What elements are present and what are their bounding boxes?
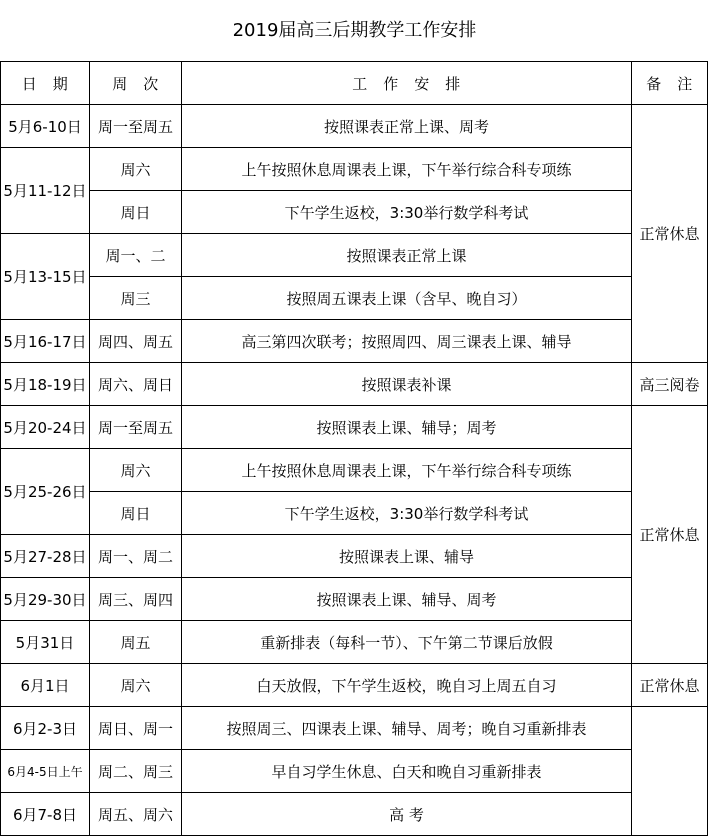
header-work: 工 作 安 排 xyxy=(182,62,632,105)
table-row xyxy=(1,320,708,363)
table-row xyxy=(1,277,708,320)
header-note: 备 注 xyxy=(632,62,708,105)
note-cell: 正常休息 xyxy=(632,664,708,707)
header-week: 周 次 xyxy=(90,62,182,105)
work-cell: 下午学生返校，3:30举行数学科考试 xyxy=(182,492,632,535)
work-cell: 上午按照休息周课表上课，下午举行综合科专项练 xyxy=(182,148,632,191)
week-cell: 周日、周一 xyxy=(90,707,182,750)
table-row xyxy=(1,363,708,406)
note-cell-empty xyxy=(632,707,708,836)
work-cell: 按照课表上课、辅导；周考 xyxy=(182,406,632,449)
table-row xyxy=(1,535,708,578)
table-row xyxy=(1,621,708,664)
page-title: 2019届高三后期教学工作安排 xyxy=(232,20,477,41)
work-cell: 按照课表正常上课、周考 xyxy=(182,105,632,148)
work-cell: 下午学生返校，3:30举行数学科考试 xyxy=(182,191,632,234)
table-row xyxy=(1,664,708,707)
date-cell: 6月1日 xyxy=(1,664,90,707)
work-cell: 高三第四次联考；按照周四、周三课表上课、辅导 xyxy=(182,320,632,363)
work-cell: 按照课表补课 xyxy=(182,363,632,406)
week-cell: 周六 xyxy=(90,449,182,492)
header-row xyxy=(1,62,708,105)
table-row xyxy=(1,750,708,793)
week-cell: 周日 xyxy=(90,492,182,535)
date-cell: 5月25-26日 xyxy=(1,449,90,535)
work-cell: 白天放假，下午学生返校，晚自习上周五自习 xyxy=(182,664,632,707)
work-cell: 按照周三、四课表上课、辅导、周考；晚自习重新排表 xyxy=(182,707,632,750)
week-cell: 周一至周五 xyxy=(90,105,182,148)
week-cell: 周三、周四 xyxy=(90,578,182,621)
note-cell: 正常休息 xyxy=(632,105,708,363)
note-cell: 正常休息 xyxy=(632,406,708,664)
work-cell: 按照课表上课、辅导、周考 xyxy=(182,578,632,621)
date-cell: 5月11-12日 xyxy=(1,148,90,234)
table-row xyxy=(1,492,708,535)
table-row xyxy=(1,578,708,621)
work-cell: 重新排表（每科一节）、下午第二节课后放假 xyxy=(182,621,632,664)
date-cell: 5月29-30日 xyxy=(1,578,90,621)
week-cell: 周一、周二 xyxy=(90,535,182,578)
work-cell: 按照课表上课、辅导 xyxy=(182,535,632,578)
table-row xyxy=(1,707,708,750)
work-cell: 按照周五课表上课（含早、晚自习） xyxy=(182,277,632,320)
week-cell: 周一至周五 xyxy=(90,406,182,449)
week-cell: 周二、周三 xyxy=(90,750,182,793)
work-cell: 早自习学生休息、白天和晚自习重新排表 xyxy=(182,750,632,793)
date-cell: 5月6-10日 xyxy=(1,105,90,148)
week-cell: 周日 xyxy=(90,191,182,234)
date-cell: 5月13-15日 xyxy=(1,234,90,320)
date-cell: 5月16-17日 xyxy=(1,320,90,363)
week-cell: 周一、二 xyxy=(90,234,182,277)
work-cell: 按照课表正常上课 xyxy=(182,234,632,277)
work-cell: 高 考 xyxy=(182,793,632,836)
table-row xyxy=(1,191,708,234)
date-cell: 5月18-19日 xyxy=(1,363,90,406)
table-row xyxy=(1,234,708,277)
table-row xyxy=(1,793,708,836)
table-row xyxy=(1,406,708,449)
date-cell: 6月7-8日 xyxy=(1,793,90,836)
date-cell: 5月31日 xyxy=(1,621,90,664)
date-cell: 5月27-28日 xyxy=(1,535,90,578)
table-row xyxy=(1,449,708,492)
schedule-table xyxy=(0,61,708,836)
date-cell: 6月2-3日 xyxy=(1,707,90,750)
table-row xyxy=(1,105,708,148)
week-cell: 周六 xyxy=(90,664,182,707)
date-cell: 5月20-24日 xyxy=(1,406,90,449)
week-cell: 周三 xyxy=(90,277,182,320)
week-cell: 周四、周五 xyxy=(90,320,182,363)
week-cell: 周六、周日 xyxy=(90,363,182,406)
header-date: 日 期 xyxy=(1,62,90,105)
work-cell: 上午按照休息周课表上课，下午举行综合科专项练 xyxy=(182,449,632,492)
note-cell: 高三阅卷 xyxy=(632,363,708,406)
week-cell: 周六 xyxy=(90,148,182,191)
table-row xyxy=(1,148,708,191)
date-cell: 6月4-5日上午 xyxy=(1,750,90,793)
week-cell: 周五 xyxy=(90,621,182,664)
week-cell: 周五、周六 xyxy=(90,793,182,836)
